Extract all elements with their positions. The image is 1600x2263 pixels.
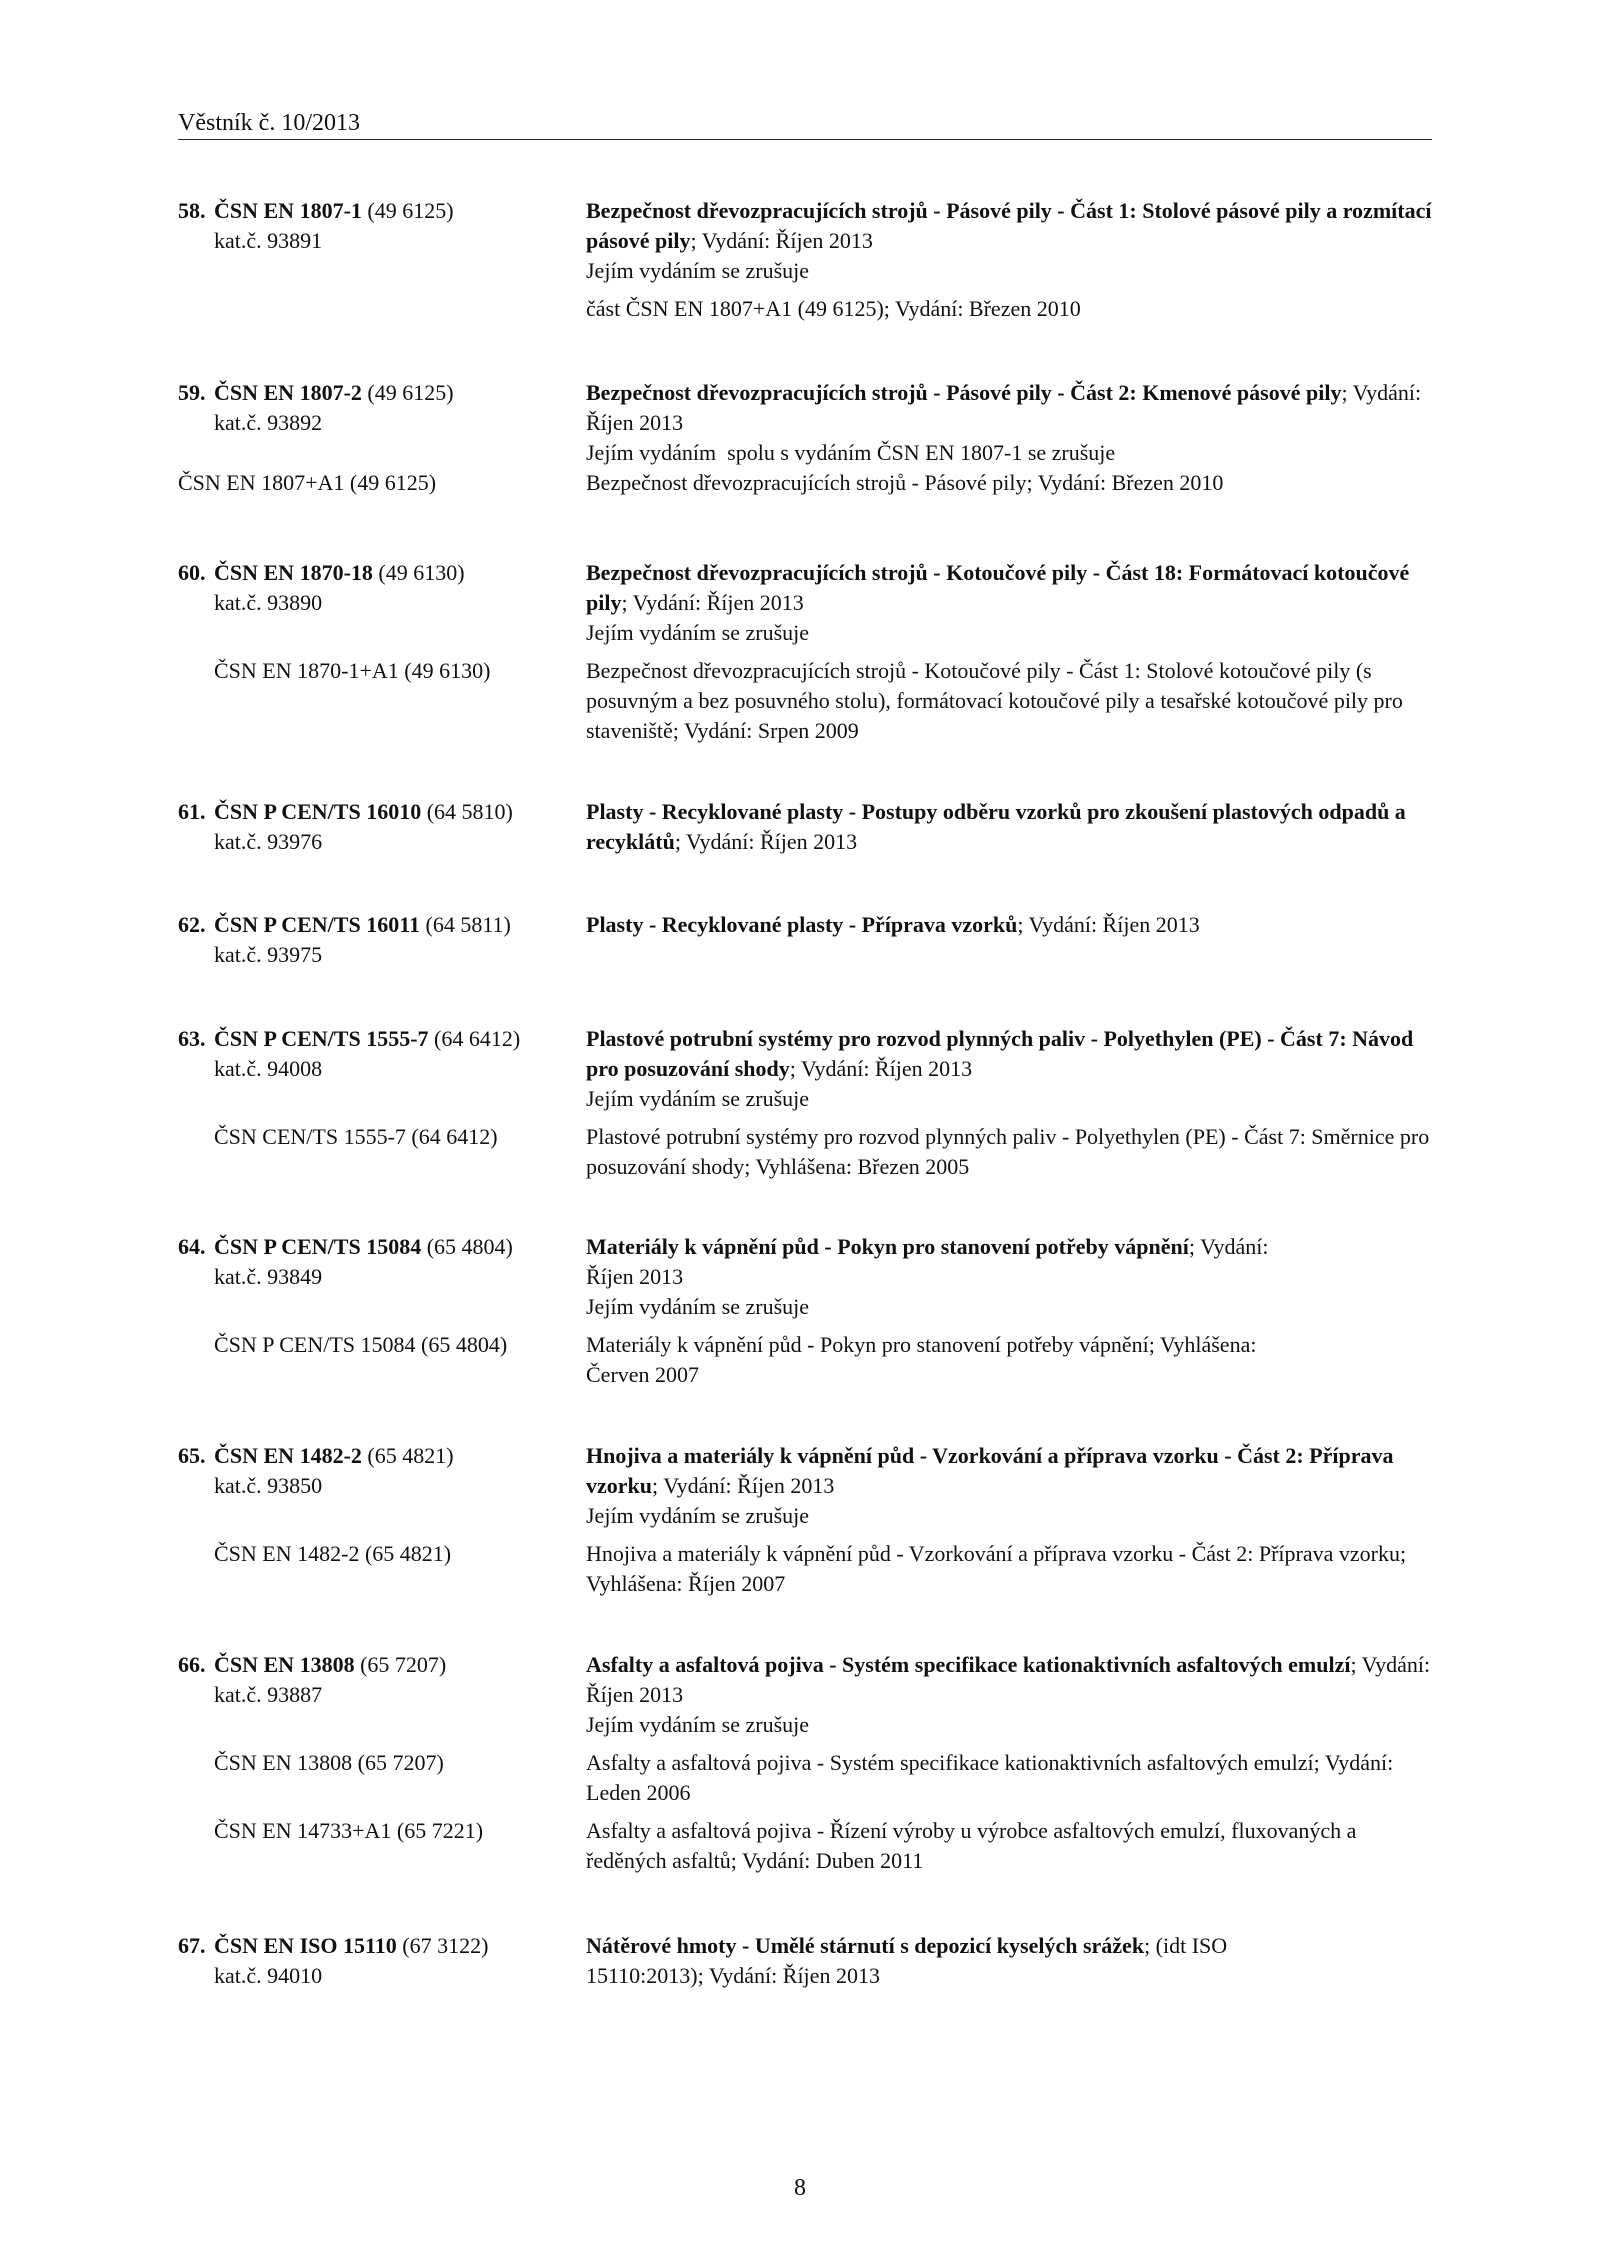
standard-entry (178, 1024, 1438, 1182)
catalog-number: kat.č. 93891 (214, 228, 323, 253)
withdrawal-note: Jejím vydáním se zrušuje (586, 1712, 810, 1737)
standard-id: 65. ČSN EN 1482-2 (65 4821) kat.č. 93850 (178, 1441, 578, 1501)
standard-title: Hnojiva a materiály k vápnění půd - Vzorkování a příprava vzorku - Část 2: Příprava vzorku; Vydání: Říjen 2013 Jejím vydáním se zrušuje (586, 1441, 1438, 1531)
withdrawal-note: Jejím vydáním se zrušuje (586, 258, 810, 283)
catalog-number: kat.č. 94010 (214, 1963, 323, 1988)
page-number: 8 (794, 2175, 806, 2201)
standard-title: Bezpečnost dřevozpracujících strojů - Kotoučové pily - Část 18: Formátovací kotoučové pily; Vydání: Říjen 2013 Jejím vydáním se zrušuje (586, 558, 1438, 648)
catalog-number: kat.č. 93976 (214, 829, 323, 854)
standard-entry (178, 797, 1438, 857)
catalog-number: kat.č. 94008 (214, 1056, 323, 1081)
standard-title: Asfalty a asfaltová pojiva - Systém specifikace kationaktivních asfaltových emulzí; Vydání: Říjen 2013 Jejím vydáním se zrušuje (586, 1650, 1438, 1740)
standard-title: Materiály k vápnění půd - Pokyn pro stanovení potřeby vápnění; Vydání: Říjen 2013 Jejím vydáním se zrušuje (586, 1232, 1286, 1322)
catalog-number: kat.č. 93892 (214, 410, 323, 435)
standard-entry (178, 1232, 1438, 1390)
withdrawn-standard: ČSN EN 1807+A1 (49 6125) Bezpečnost dřevozpracujících strojů - Pásové pily; Vydání: Březen 2010 (178, 470, 1224, 495)
standard-entry (178, 1650, 1438, 1876)
standard-id: 67. ČSN EN ISO 15110 (67 3122) kat.č. 94010 (178, 1931, 578, 1991)
standard-title: Bezpečnost dřevozpracujících strojů - Pásové pily - Část 1: Stolové pásové pily a rozmítací pásové pily; Vydání: Říjen 2013 Jejím vydáním se zrušuje (586, 196, 1438, 286)
catalog-number: kat.č. 93850 (214, 1473, 323, 1498)
standard-id: 63. ČSN P CEN/TS 1555-7 (64 6412) kat.č. 94008 (178, 1024, 578, 1084)
catalog-number: kat.č. 93887 (214, 1682, 323, 1707)
withdrawal-note: Jejím vydáním se zrušuje (586, 1086, 810, 1111)
standard-id: 61. ČSN P CEN/TS 16010 (64 5810) kat.č. 93976 (178, 797, 578, 857)
withdrawn-standard: ČSN EN 1870-1+A1 (49 6130) Bezpečnost dřevozpracujících strojů - Kotoučové pily - Část 1: Stolové kotoučové pily (s posuvným a bez posuvného stolu), formátovací kotoučové pily a tesařské kotoučové pily pro staveniště; Vydání: Srpen 2009 (214, 658, 1403, 743)
withdrawn-standard: ČSN EN 13808 (65 7207) Asfalty a asfaltová pojiva - Systém specifikace kationaktivních asfaltových emulzí; Vydání: Leden 2006 (214, 1750, 1394, 1805)
withdrawn-standard: část ČSN EN 1807+A1 (49 6125); Vydání: Březen 2010 (586, 296, 1081, 321)
withdrawal-note: Jejím vydáním spolu s vydáním ČSN EN 1807-1 se zrušuje (586, 440, 1116, 465)
withdrawn-standard: ČSN EN 14733+A1 (65 7221) Asfalty a asfaltová pojiva - Řízení výroby u výrobce asfaltových emulzí, fluxovaných a ředěných asfaltů; Vydání: Duben 2011 (214, 1818, 1357, 1873)
catalog-number: kat.č. 93890 (214, 590, 323, 615)
standard-id: 60. ČSN EN 1870-18 (49 6130) kat.č. 93890 (178, 558, 578, 618)
standard-id: 64. ČSN P CEN/TS 15084 (65 4804) kat.č. 93849 (178, 1232, 578, 1292)
catalog-number: kat.č. 93849 (214, 1264, 323, 1289)
standard-entry (178, 196, 1438, 324)
withdrawn-standard: ČSN P CEN/TS 15084 (65 4804) Materiály k vápnění půd - Pokyn pro stanovení potřeby vápnění; Vyhlášena: Červen 2007 (214, 1332, 1257, 1387)
page-header: Věstník č. 10/2013 (178, 110, 1432, 140)
withdrawal-note: Jejím vydáním se zrušuje (586, 1294, 810, 1319)
standard-id: 66. ČSN EN 13808 (65 7207) kat.č. 93887 (178, 1650, 578, 1710)
catalog-number: kat.č. 93975 (214, 942, 323, 967)
standard-entry (178, 1441, 1438, 1599)
standard-id: 62. ČSN P CEN/TS 16011 (64 5811) kat.č. 93975 (178, 910, 578, 970)
withdrawal-note: Jejím vydáním se zrušuje (586, 620, 810, 645)
standard-id: 58. ČSN EN 1807-1 (49 6125) kat.č. 93891 (178, 196, 578, 256)
standard-entry (178, 910, 1438, 967)
standard-title: Nátěrové hmoty - Umělé stárnutí s depozicí kyselých srážek; (idt ISO 15110:2013); Vydání: Říjen 2013 (586, 1933, 1228, 1988)
standard-title: Plastové potrubní systémy pro rozvod plynných paliv - Polyethylen (PE) - Část 7: Návod pro posuzování shody; Vydání: Říjen 2013 Jejím vydáním se zrušuje (586, 1024, 1438, 1114)
withdrawn-standard: ČSN CEN/TS 1555-7 (64 6412) Plastové potrubní systémy pro rozvod plynných paliv - Polyethylen (PE) - Část 7: Směrnice pro posuzování shody; Vyhlášena: Březen 2005 (214, 1124, 1430, 1179)
standard-entry (178, 378, 1438, 498)
standard-title: Plasty - Recyklované plasty - Postupy odběru vzorků pro zkoušení plastových odpadů a recyklátů; Vydání: Říjen 2013 (586, 799, 1406, 854)
standard-title: Bezpečnost dřevozpracujících strojů - Pásové pily - Část 2: Kmenové pásové pily; Vydání: Říjen 2013 Jejím vydáním spolu s vydáním ČSN EN 1807-1 se zrušuje (586, 378, 1438, 468)
standard-id: 59. ČSN EN 1807-2 (49 6125) kat.č. 93892 (178, 378, 578, 438)
withdrawn-standard: ČSN EN 1482-2 (65 4821) Hnojiva a materiály k vápnění půd - Vzorkování a příprava vzorku - Část 2: Příprava vzorku; Vyhlášena: Říjen 2007 (214, 1541, 1407, 1596)
standard-entry (178, 558, 1438, 746)
standard-entry (178, 1931, 1438, 1991)
withdrawal-note: Jejím vydáním se zrušuje (586, 1503, 810, 1528)
standard-title: Plasty - Recyklované plasty - Příprava vzorků; Vydání: Říjen 2013 (586, 912, 1200, 937)
